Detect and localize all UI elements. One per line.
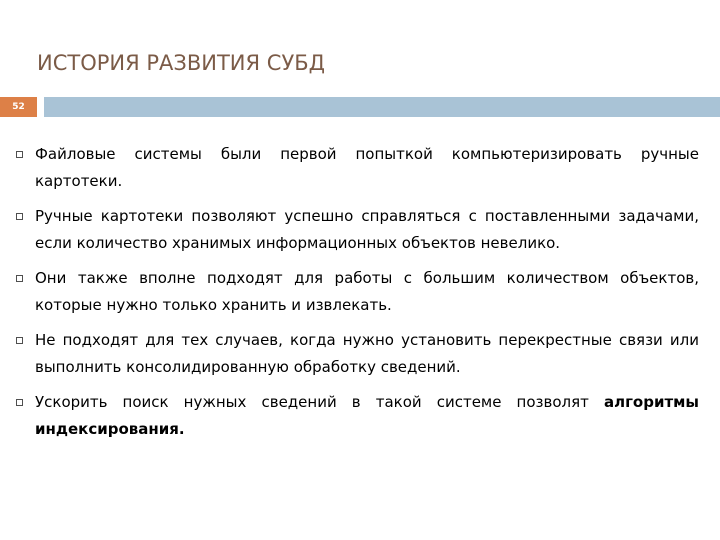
bullet-item	[14, 141, 699, 195]
header-bar	[44, 97, 720, 117]
bullet-text: Файловые системы были первой попыткой компьютеризировать ручные картотеки.	[35, 145, 699, 190]
bullet-item	[14, 389, 699, 443]
bullet-text: Ускорить поиск нужных сведений в такой системе позволят	[35, 393, 589, 411]
square-bullet-icon	[16, 399, 23, 406]
bullet-item	[14, 203, 699, 257]
bullet-item	[14, 265, 699, 319]
bullet-bold-text: алгоритмы индексирования.	[35, 393, 699, 438]
bullet-text: Ручные картотеки позволяют успешно справляться с поставленными задачами, если количество хранимых информационных объектов невелико.	[35, 207, 699, 252]
page-number-badge: 52	[0, 97, 37, 117]
bullet-text: Не подходят для тех случаев, когда нужно установить перекрестные связи или выполнить консолидированную обработку сведений.	[35, 331, 699, 376]
bullet-text: Они также вполне подходят для работы с большим количеством объектов, которые нужно только хранить и извлекать.	[35, 269, 699, 314]
square-bullet-icon	[16, 151, 23, 158]
bullet-item	[14, 327, 699, 381]
square-bullet-icon	[16, 275, 23, 282]
slide-title: ИСТОРИЯ РАЗВИТИЯ СУБД	[37, 51, 326, 75]
bullet-list	[14, 141, 699, 451]
square-bullet-icon	[16, 213, 23, 220]
square-bullet-icon	[16, 337, 23, 344]
